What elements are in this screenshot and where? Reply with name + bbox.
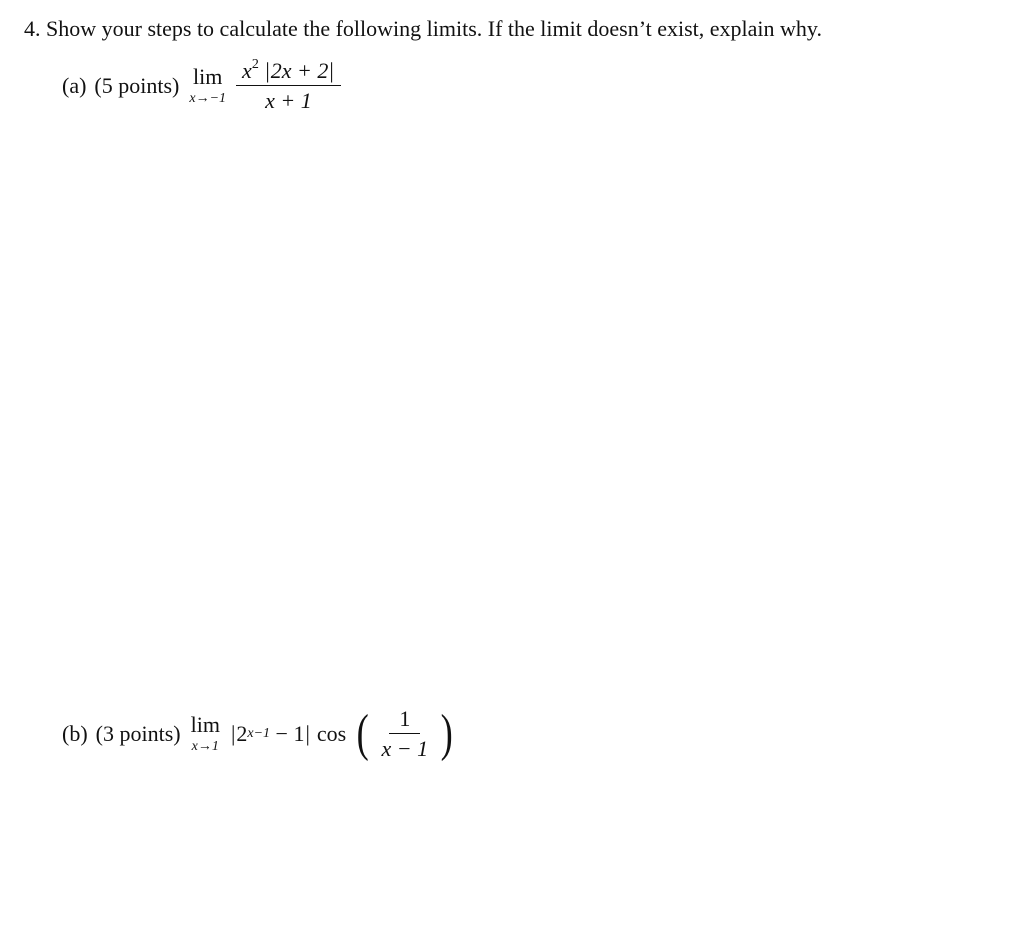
- part-b-fraction: [372, 706, 439, 762]
- part-a-abs-open: |: [265, 58, 270, 83]
- part-a-lim-subscript: x→−1: [189, 90, 227, 106]
- part-a-label: (a): [62, 72, 87, 98]
- part-a-num-x: x: [242, 58, 252, 83]
- part-a-abs-close: |: [329, 58, 334, 83]
- question-heading: 4. Show your steps to calculate the following limits. If the limit doesn’t exist, explain why.: [24, 16, 822, 41]
- part-b-paren-open: (: [356, 704, 369, 762]
- part-a-num-exponent: 2: [251, 57, 259, 72]
- part-a-abs-expr: 2x + 2: [270, 58, 329, 83]
- part-a-numerator: [236, 58, 341, 86]
- part-b-limit: [190, 711, 220, 754]
- part-b-frac-numerator: 1: [389, 706, 420, 734]
- part-b-points: (3 points): [95, 720, 181, 746]
- part-b-abs-open: |: [230, 720, 236, 746]
- part-a: [62, 58, 341, 114]
- part-a-limit: [189, 63, 227, 106]
- part-b-paren-close: ): [440, 704, 453, 762]
- part-a-denominator: x + 1: [265, 88, 312, 114]
- part-b-lim-word: lim: [190, 711, 220, 737]
- part-b-base: 2: [236, 720, 248, 746]
- part-a-points: (5 points): [94, 72, 180, 98]
- part-b-cos: cos: [316, 720, 347, 746]
- part-b-label: (b): [62, 720, 88, 746]
- part-b: (b) (3 points) lim x→1 | 2 x−1 − 1 | cos ( $\frac{1}{x - 1}$ ): [62, 704, 453, 762]
- part-a-fraction: [236, 58, 341, 114]
- part-b-lim-subscript: x→1: [191, 738, 219, 754]
- part-b-abs-close: |: [305, 720, 310, 746]
- part-b-minus-one: − 1: [270, 720, 305, 746]
- part-b-frac-denominator: x − 1: [381, 736, 429, 762]
- part-a-lim-word: lim: [193, 63, 223, 89]
